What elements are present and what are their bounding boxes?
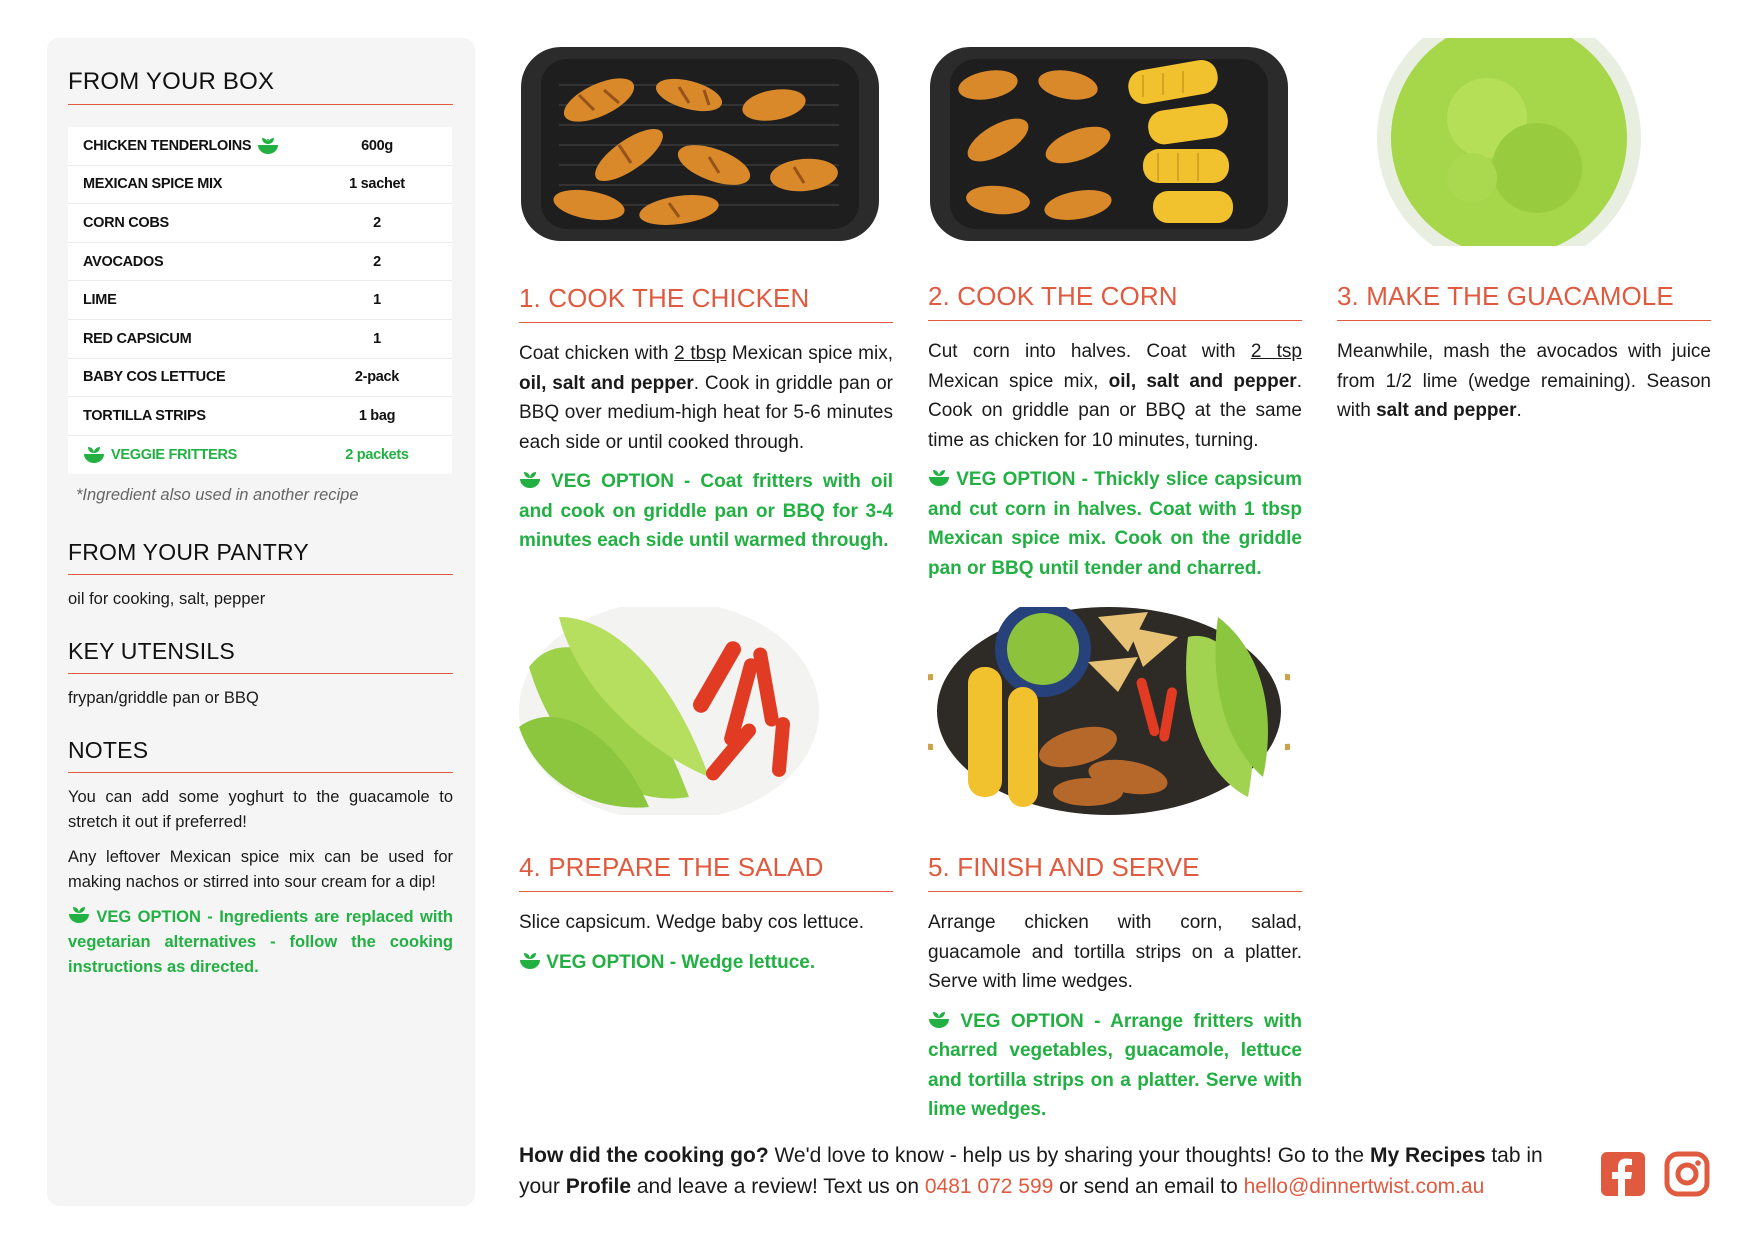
veg-option-icon	[83, 446, 105, 464]
pantry-heading: FROM YOUR PANTRY	[68, 539, 453, 575]
notes-heading: NOTES	[68, 737, 453, 773]
ingredient-qty: 2 packets	[345, 447, 409, 464]
table-row	[68, 204, 452, 243]
step-5-photo	[928, 607, 1290, 815]
step-3-photo	[1377, 38, 1642, 246]
ingredient-name: CHICKEN TENDERLOINS	[83, 137, 252, 154]
ingredient-qty: 1	[373, 292, 381, 309]
veg-option-icon	[519, 952, 541, 970]
ingredient-footnote: *Ingredient also used in another recipe	[76, 486, 359, 505]
ingredient-qty: 2	[373, 214, 381, 231]
step-3-title: 3. MAKE THE GUACAMOLE	[1337, 281, 1711, 321]
ingredient-qty: 600g	[361, 137, 393, 154]
step-4-title: 4. PREPARE THE SALAD	[519, 852, 893, 892]
step-5-title: 5. FINISH AND SERVE	[928, 852, 1302, 892]
step-2-photo	[928, 45, 1290, 243]
step-2-instructions: Cut corn into halves. Coat with 2 tsp Mexican spice mix, oil, salt and pepper. Cook on griddle pan or BBQ at the same time as chicken for 10 minutes, turning.	[928, 341, 1302, 451]
veg-option-icon	[519, 471, 541, 489]
table-row	[68, 281, 452, 320]
ingredient-qty: 2	[373, 253, 381, 270]
table-row	[68, 436, 452, 475]
table-row	[68, 359, 452, 398]
utensils-text: frypan/griddle pan or BBQ	[68, 689, 259, 708]
step-4-instructions: Slice capsicum. Wedge baby cos lettuce.	[519, 912, 864, 933]
step-1-veg-option: VEG OPTION - Coat fritters with oil and cook on griddle pan or BBQ for 3-4 minutes each side until warmed through.	[519, 471, 893, 551]
table-row	[68, 127, 452, 166]
my-recipes-tab-link[interactable]: My Recipes	[1369, 1144, 1486, 1167]
utensils-heading: KEY UTENSILS	[68, 638, 453, 674]
shared-ingredient-icon	[257, 137, 279, 155]
notes-veg-option: VEG OPTION - Ingredients are replaced with vegetarian alternatives - follow the cooking instructions as directed.	[68, 908, 453, 977]
ingredient-name: AVOCADOS	[83, 253, 164, 270]
step-5-veg-option: VEG OPTION - Arrange fritters with charred vegetables, guacamole, lettuce and tortilla strips on a platter. Serve with lime wedges.	[928, 1010, 1302, 1120]
ingredient-name: BABY COS LETTUCE	[83, 369, 226, 386]
step-5	[928, 852, 1302, 1125]
step-1-photo	[519, 45, 881, 243]
table-row	[68, 397, 452, 436]
note-paragraph: You can add some yoghurt to the guacamole to stretch it out if preferred!	[68, 788, 453, 832]
ingredient-name: CORN COBS	[83, 214, 169, 231]
pantry-text: oil for cooking, salt, pepper	[68, 590, 266, 609]
ingredient-qty: 1	[373, 330, 381, 347]
veg-option-icon	[928, 469, 950, 487]
facebook-icon[interactable]	[1600, 1151, 1646, 1197]
ingredients-table	[68, 127, 452, 474]
step-2-title: 2. COOK THE CORN	[928, 281, 1302, 321]
step-1-instructions: Coat chicken with 2 tbsp Mexican spice mix, oil, salt and pepper. Cook in griddle pan or BBQ over medium-high heat for 5-6 minutes each side or until cooked through.	[519, 343, 893, 453]
box-heading: FROM YOUR BOX	[68, 68, 453, 105]
feedback-question: How did the cooking go?	[519, 1144, 769, 1167]
veg-option-icon	[928, 1011, 950, 1029]
table-row	[68, 243, 452, 282]
step-4	[519, 852, 893, 977]
notes-section	[68, 737, 453, 980]
note-paragraph: Any leftover Mexican spice mix can be used for making nachos or stirred into sour cream for a dip!	[68, 848, 453, 892]
ingredient-qty: 1 bag	[358, 407, 396, 424]
ingredient-name: MEXICAN SPICE MIX	[83, 176, 223, 193]
pantry-section	[68, 539, 453, 612]
ingredients-sidebar	[47, 38, 475, 1206]
step-4-photo	[519, 607, 819, 815]
step-2-veg-option: VEG OPTION - Thickly slice capsicum and cut corn in halves. Coat with 1 tbsp Mexican spice mix. Cook on the griddle pan or BBQ until tender and charred.	[928, 469, 1302, 579]
ingredient-name: LIME	[83, 292, 117, 309]
table-row	[68, 320, 452, 359]
step-3-instructions: Meanwhile, mash the avocados with juice from 1/2 lime (wedge remaining). Season with salt and pepper.	[1337, 341, 1711, 421]
veg-option-icon	[68, 906, 90, 924]
ingredient-qty: 2-pack	[354, 369, 400, 386]
table-row	[68, 166, 452, 205]
feedback-footer: How did the cooking go? We'd love to know - help us by sharing your thoughts! Go to the My Recipes tab in your Profile and leave a review! Text us on 0481 072 599 or send an email to hello@dinnertwist.com.au	[519, 1144, 1543, 1198]
ingredient-name: RED CAPSICUM	[83, 330, 192, 347]
email-link[interactable]: hello@dinnertwist.com.au	[1243, 1175, 1485, 1198]
instagram-icon[interactable]	[1664, 1151, 1710, 1197]
step-1-title: 1. COOK THE CHICKEN	[519, 283, 893, 323]
step-4-veg-option: VEG OPTION - Wedge lettuce.	[546, 951, 816, 973]
step-2	[928, 281, 1302, 583]
ingredient-name: TORTILLA STRIPS	[83, 407, 206, 424]
utensils-section	[68, 638, 453, 711]
profile-link[interactable]: Profile	[565, 1175, 632, 1198]
ingredient-name: VEGGIE FRITTERS	[111, 447, 238, 464]
phone-link[interactable]: 0481 072 599	[924, 1175, 1054, 1198]
step-3	[1337, 281, 1711, 426]
ingredient-qty: 1 sachet	[349, 176, 405, 193]
step-5-instructions: Arrange chicken with corn, salad, guacamole and tortilla strips on a platter. Serve with lime wedges.	[928, 912, 1302, 992]
step-1	[519, 283, 893, 556]
